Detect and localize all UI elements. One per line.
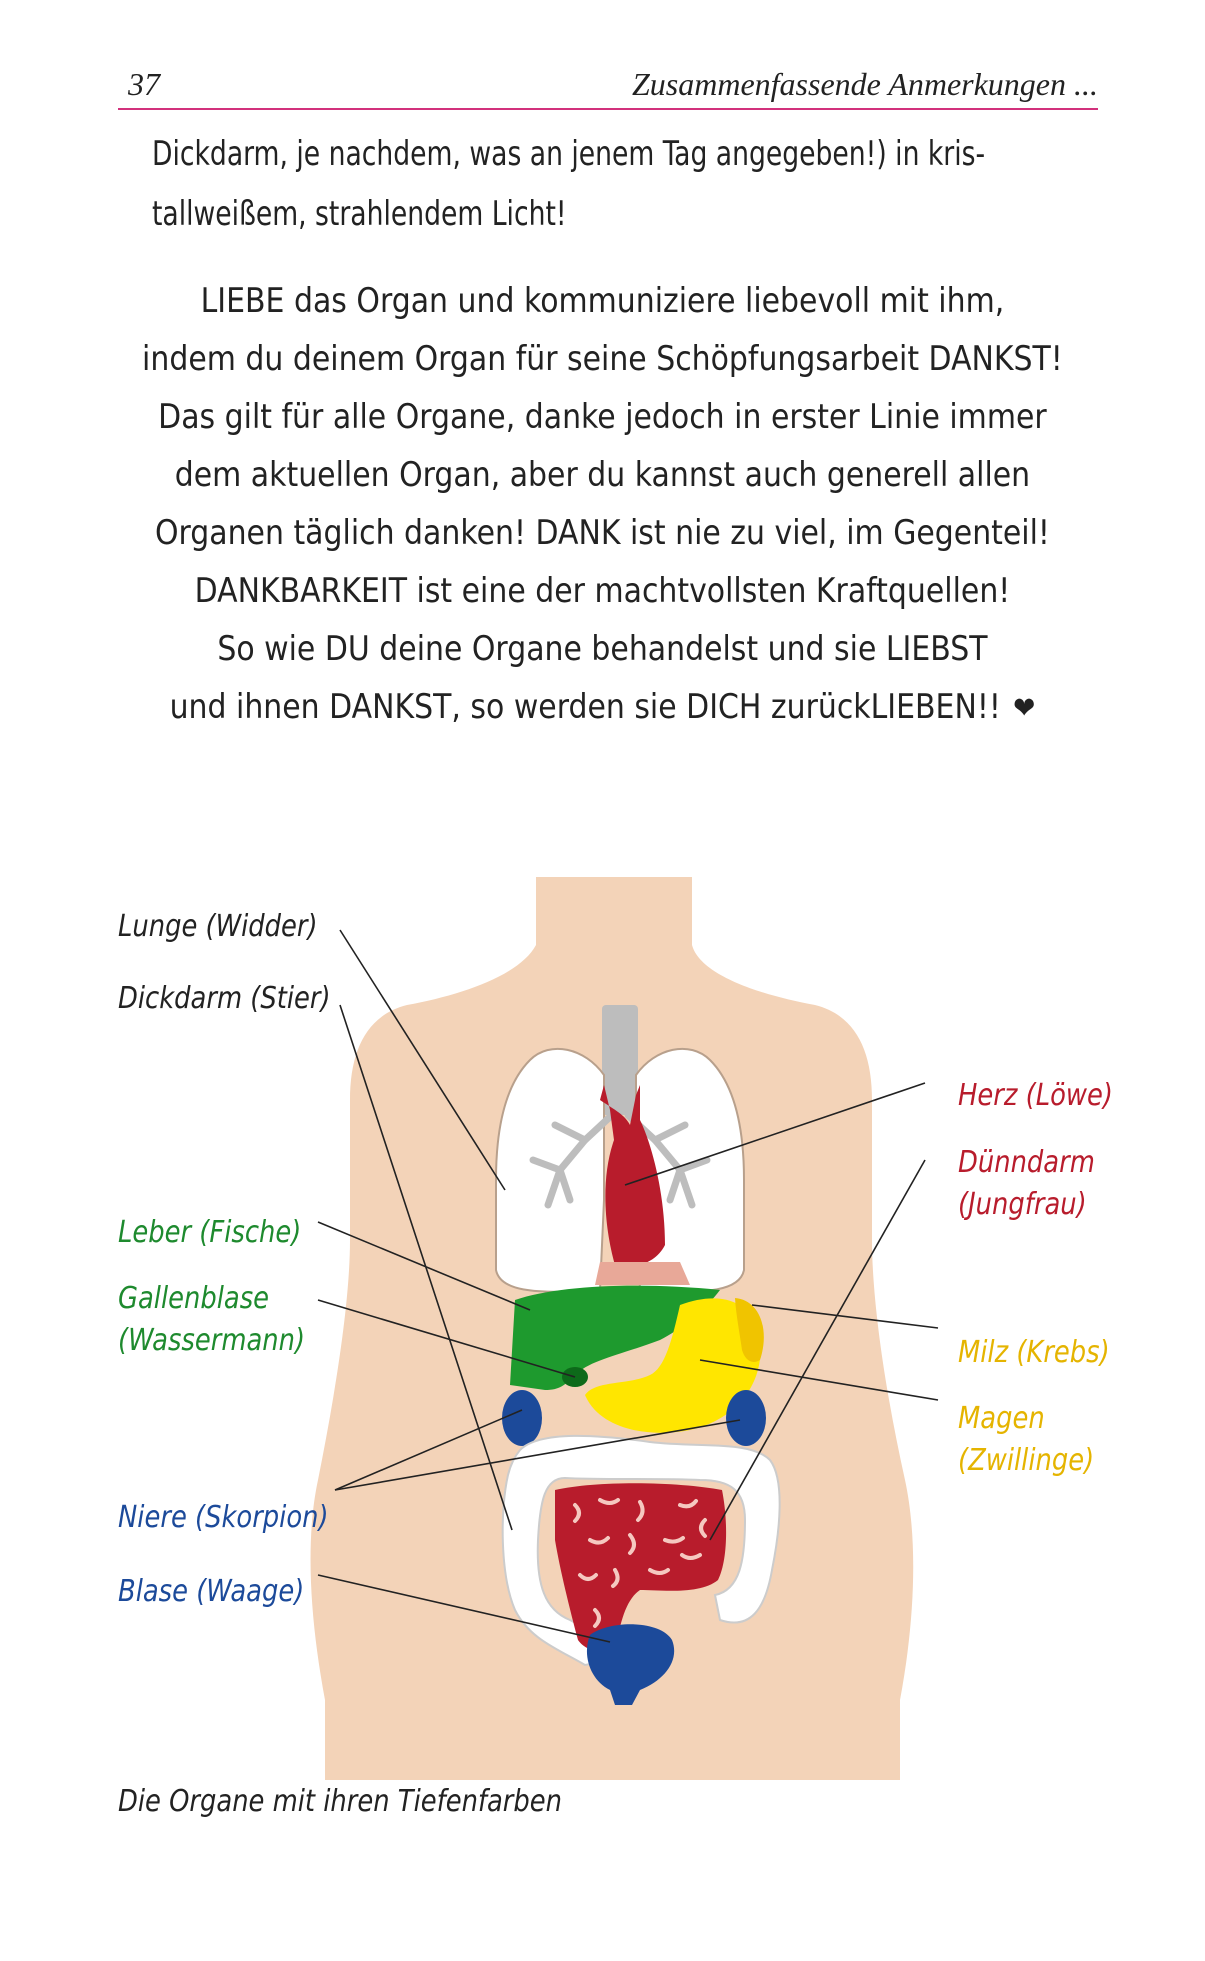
intro-line-1: Dickdarm, je nachdem, was an jenem Tag angegeben!) in kris- bbox=[152, 134, 986, 174]
heart-icon: ❤ bbox=[1013, 691, 1036, 726]
running-title: Zusammenfassende Anmerkungen ... bbox=[631, 66, 1098, 102]
label-duenndarm-2: (Jungfrau) bbox=[958, 1187, 1087, 1222]
label-magen-1: Magen bbox=[958, 1401, 1045, 1436]
label-magen-2: (Zwillinge) bbox=[958, 1443, 1095, 1478]
right-kidney bbox=[726, 1390, 766, 1446]
label-duenndarm-1: Dünndarm bbox=[958, 1145, 1095, 1180]
message-line: LIEBE das Organ und kommuniziere liebevoll mit ihm, bbox=[200, 281, 1005, 321]
figure-caption: Die Organe mit ihren Tiefenfarben bbox=[118, 1784, 563, 1819]
message-line: Das gilt für alle Organe, danke jedoch in erster Linie immer bbox=[158, 397, 1047, 437]
message-line: So wie DU deine Organe behandelst und sie LIEBST bbox=[217, 629, 988, 669]
diaphragm bbox=[595, 1262, 690, 1285]
label-gallenblase-2: (Wassermann) bbox=[118, 1323, 306, 1358]
message-line: DANKBARKEIT ist eine der machtvollsten Kraftquellen! bbox=[194, 571, 1011, 611]
left-lung bbox=[496, 1049, 604, 1292]
label-gallenblase-1: Gallenblase bbox=[118, 1281, 270, 1316]
label-niere: Niere (Skorpion) bbox=[118, 1500, 329, 1535]
trachea bbox=[602, 1005, 638, 1115]
label-herz: Herz (Löwe) bbox=[958, 1078, 1113, 1113]
message-line: indem du deinem Organ für seine Schöpfungsarbeit DANKST! bbox=[142, 339, 1063, 379]
message-line: und ihnen DANKST, so werden sie DICH zurückLIEBEN!! bbox=[169, 687, 1001, 727]
label-blase: Blase (Waage) bbox=[118, 1574, 305, 1609]
left-kidney bbox=[502, 1390, 542, 1446]
message-line: Organen täglich danken! DANK ist nie zu viel, im Gegenteil! bbox=[154, 513, 1050, 553]
intro-line-2: tallweißem, strahlendem Licht! bbox=[152, 194, 567, 234]
message-line: dem aktuellen Organ, aber du kannst auch generell allen bbox=[174, 455, 1031, 495]
label-leber: Leber (Fische) bbox=[118, 1215, 302, 1250]
page-number: 37 bbox=[128, 66, 160, 102]
label-lunge: Lunge (Widder) bbox=[118, 909, 318, 944]
label-dickdarm: Dickdarm (Stier) bbox=[118, 981, 331, 1016]
label-milz: Milz (Krebs) bbox=[958, 1335, 1110, 1370]
